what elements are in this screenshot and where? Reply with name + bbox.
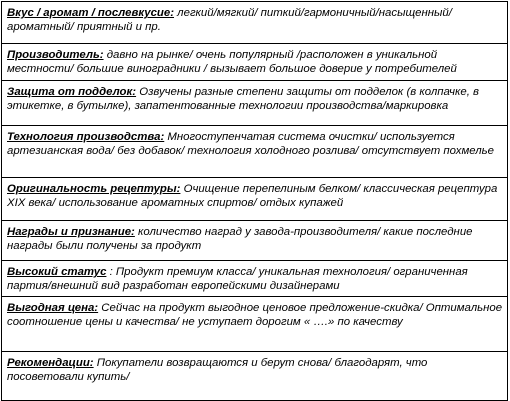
row-label: Производитель: bbox=[7, 49, 104, 61]
table-row bbox=[2, 43, 507, 80]
table-row bbox=[2, 125, 507, 177]
row-label: Рекомендации: bbox=[7, 357, 94, 369]
row-label: Технология производства: bbox=[7, 131, 165, 143]
row-text: легкий/мягкий/ питкий/гармоничный/насыщенный/ ароматный/ приятный и пр. bbox=[7, 7, 452, 33]
row-text: Сейчас на продукт выгодное ценовое предложение-скидка/ Оптимальное соотношение цены и качества/ не уступает дорогим « ….» по качеству bbox=[7, 302, 503, 328]
table-row bbox=[2, 220, 507, 260]
row-text: давно на рынке/ очень популярный /расположен в уникальной местности/ большие виноградники / вызывает большое доверие у потребителей bbox=[7, 49, 457, 75]
row-text: Озвучены разные степени защиты от подделок (в колпачке, в этикетке, в бутылке), запатентованные технологии производства/маркировка bbox=[7, 86, 479, 112]
table-row bbox=[2, 80, 507, 125]
row-label: Награды и признание: bbox=[7, 226, 135, 238]
row-label: Выгодная цена: bbox=[7, 302, 99, 314]
table-row bbox=[2, 260, 507, 296]
row-label: Вкус / аромат / послевкусие: bbox=[7, 7, 175, 19]
row-label: Оригинальность рецептуры: bbox=[7, 183, 181, 195]
row-text: Многоступенчатая система очистки/ используется артезианская вода/ без добавок/ технология холодного розлива/ отсутствует похмелье bbox=[7, 131, 494, 157]
table-row bbox=[2, 351, 507, 400]
row-text: Очищение перепелиным белком/ классическая рецептура XIX века/ использование ароматных спиртов/ отдых купажей bbox=[7, 183, 498, 209]
table-row bbox=[2, 2, 507, 43]
row-label: Высокий статус bbox=[7, 266, 107, 278]
table-row bbox=[2, 296, 507, 351]
arguments-table bbox=[1, 1, 508, 401]
row-text: : Продукт премиум класса/ уникальная технология/ ограниченная партия/внешний вид разработан европейскими дизайнерами bbox=[7, 266, 468, 292]
row-label: Защита от подделок: bbox=[7, 86, 137, 98]
row-text: Покупатели возвращаются и берут снова/ благодарят, что посоветовали купить/ bbox=[7, 357, 428, 383]
table-row bbox=[2, 177, 507, 220]
row-text: количество наград у завода-производителя/ какие последние награды были получены за продукт bbox=[7, 226, 473, 252]
